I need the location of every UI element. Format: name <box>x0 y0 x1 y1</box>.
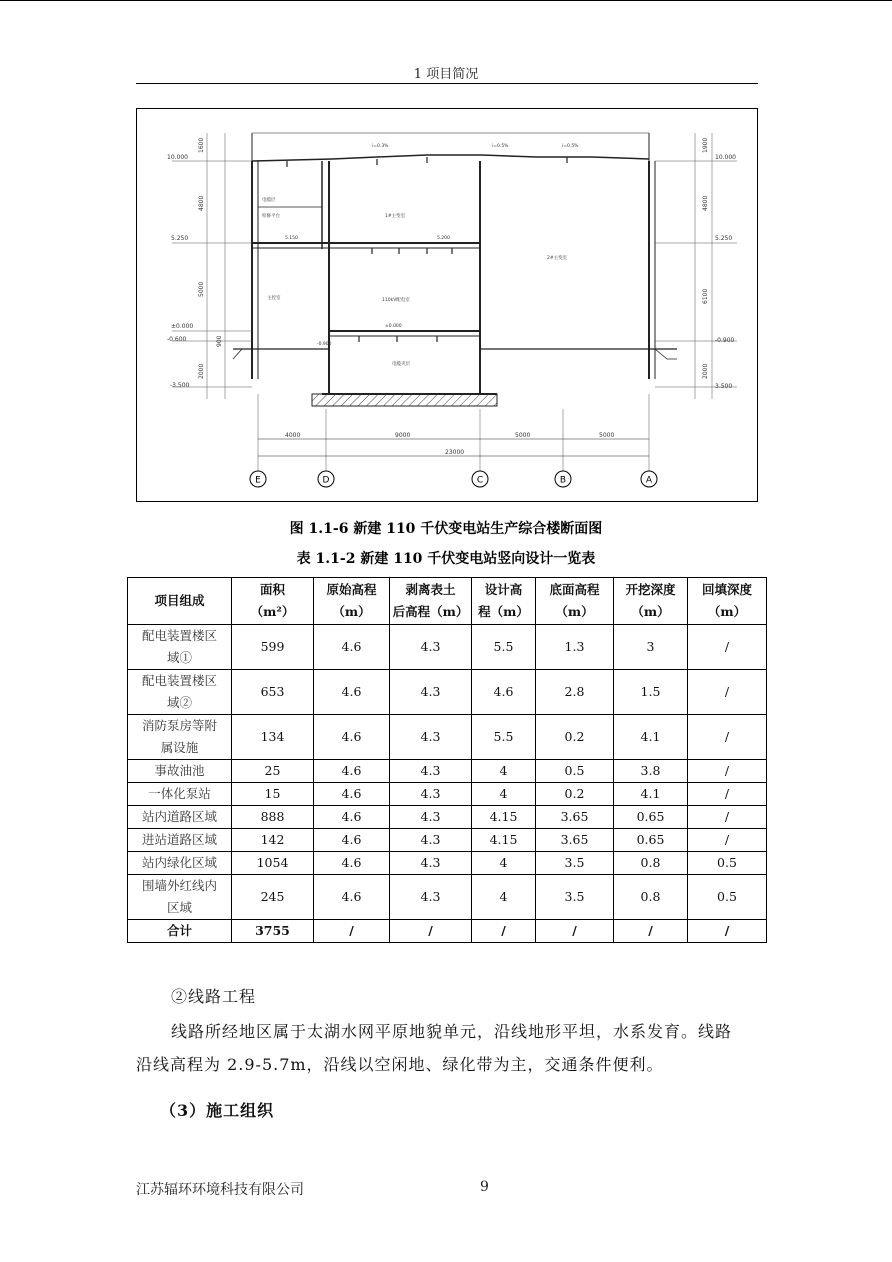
cell: 4.6 <box>314 806 390 829</box>
elev-right-1: 10.000 <box>715 154 736 161</box>
paragraph-line-1: 线路所经地区属于太湖水网平原地貌单元，沿线地形平坦，水系发育。线路 <box>171 1022 733 1041</box>
header-cell: 开挖深度 （m） <box>614 578 688 625</box>
cell: 134 <box>232 715 314 760</box>
room-label-1: 主控室 <box>267 296 281 301</box>
section-drawing-svg <box>137 109 759 503</box>
cell: / <box>390 920 472 943</box>
cell: 4.3 <box>390 875 472 920</box>
cell: 4 <box>472 852 536 875</box>
room-label-3: 110kV配电室 <box>382 298 410 303</box>
row-name: 进站道路区域 <box>128 829 232 852</box>
cell: 599 <box>232 625 314 670</box>
cell: 1054 <box>232 852 314 875</box>
roof-slope-3: i=0.5% <box>562 144 579 149</box>
vdim-right-1: 1900 <box>702 137 709 153</box>
bottom-dim-2: 9000 <box>395 432 411 439</box>
cell: 888 <box>232 806 314 829</box>
table-row <box>128 806 767 829</box>
cell: 3.65 <box>536 806 614 829</box>
table-row <box>128 829 767 852</box>
section-line-heading: ②线路工程 <box>171 987 257 1006</box>
cell: 4.6 <box>314 625 390 670</box>
cell: 1.3 <box>536 625 614 670</box>
cell: 4.1 <box>614 783 688 806</box>
roof-slope-2: i=0.5% <box>492 144 509 149</box>
cell: 0.65 <box>614 829 688 852</box>
vdim-left-2: 4800 <box>198 195 205 211</box>
cell: / <box>688 829 767 852</box>
cell: 3.5 <box>536 852 614 875</box>
cell: / <box>314 920 390 943</box>
cell: 2.8 <box>536 670 614 715</box>
header-cell: 底面高程 （m） <box>536 578 614 625</box>
vdim-right-3: 6100 <box>702 288 709 304</box>
vdim-left-4: 900 <box>216 335 223 347</box>
cell: 0.2 <box>536 783 614 806</box>
cell: 4.6 <box>314 783 390 806</box>
cell: 4 <box>472 875 536 920</box>
roof-slope-1: i=0.3% <box>372 144 389 149</box>
cell: / <box>688 920 767 943</box>
header-cell: 设计高 程（m） <box>472 578 536 625</box>
header-cell: 回填深度 （m） <box>688 578 767 625</box>
running-header: 1 项目简况 <box>413 67 479 82</box>
row-name: 事故油池 <box>128 760 232 783</box>
header-cell: 剥离表土 后高程（m） <box>390 578 472 625</box>
row-name: 站内道路区域 <box>128 806 232 829</box>
room-label-5: 电缆夹层 <box>392 362 410 367</box>
cell: 4.3 <box>390 670 472 715</box>
section-3-heading: （3）施工组织 <box>160 1101 275 1120</box>
cell: 4.3 <box>390 829 472 852</box>
cell: 0.5 <box>536 760 614 783</box>
level-mark-4: ±0.000 <box>385 324 402 329</box>
cell: 15 <box>232 783 314 806</box>
bottom-dim-4: 5000 <box>599 432 615 439</box>
row-name: 消防泵房等附 属设施 <box>128 715 232 760</box>
table-row <box>128 760 767 783</box>
cell: 4 <box>472 760 536 783</box>
cell: 4.6 <box>314 852 390 875</box>
page-number: 9 <box>480 1179 489 1195</box>
cell: 3.5 <box>536 875 614 920</box>
cell: 142 <box>232 829 314 852</box>
cell: 4.6 <box>472 670 536 715</box>
cell: 4.1 <box>614 715 688 760</box>
elev-right-4: 3.500 <box>715 383 733 390</box>
vertical-design-table <box>127 577 767 943</box>
total-dim: 23000 <box>445 449 465 456</box>
cell: / <box>688 670 767 715</box>
room-label-6: 电缆层 <box>262 198 276 203</box>
cell: / <box>688 625 767 670</box>
cell: 4.6 <box>314 875 390 920</box>
room-label-7: 检修平台 <box>262 214 280 219</box>
elev-left-3: ±0.000 <box>171 323 194 330</box>
vdim-right-2: 4800 <box>702 195 709 211</box>
cell: 4.6 <box>314 760 390 783</box>
cell: / <box>688 783 767 806</box>
cell: 4.6 <box>314 715 390 760</box>
footer-company: 江苏辐环环境科技有限公司 <box>136 1182 304 1198</box>
cell: 1.5 <box>614 670 688 715</box>
cell: 3.8 <box>614 760 688 783</box>
cell: / <box>472 920 536 943</box>
table-row <box>128 783 767 806</box>
vdim-left-3: 5000 <box>198 281 205 297</box>
row-name: 一体化泵站 <box>128 783 232 806</box>
bottom-dim-3: 5000 <box>515 432 531 439</box>
cell: 0.8 <box>614 875 688 920</box>
cell: 4.3 <box>390 783 472 806</box>
cell: 0.65 <box>614 806 688 829</box>
axis-label-C: C <box>476 475 484 486</box>
bottom-dim-1: 4000 <box>285 432 301 439</box>
cell: / <box>688 760 767 783</box>
level-mark-1: 5.150 <box>285 236 298 241</box>
table-header-row <box>128 578 767 625</box>
axis-label-B: B <box>559 475 567 486</box>
cell: 4.3 <box>390 760 472 783</box>
figure-caption: 图 1.1-6 新建 110 千伏变电站生产综合楼断面图 <box>289 521 603 537</box>
table-row <box>128 670 767 715</box>
level-mark-3: -0.900 <box>317 342 332 347</box>
cell: 3.65 <box>536 829 614 852</box>
cell: / <box>536 920 614 943</box>
table-row <box>128 875 767 920</box>
axis-label-D: D <box>322 475 330 486</box>
cell: / <box>688 715 767 760</box>
vdim-left-5: 2000 <box>198 363 205 379</box>
cell: 4.3 <box>390 625 472 670</box>
table-total-row <box>128 920 767 943</box>
header-cell: 项目组成 <box>128 578 232 625</box>
cell: 653 <box>232 670 314 715</box>
cell: 25 <box>232 760 314 783</box>
axis-label-A: A <box>645 475 653 486</box>
total-label: 合计 <box>128 920 232 943</box>
row-name: 站内绿化区域 <box>128 852 232 875</box>
table-row <box>128 715 767 760</box>
cell: 245 <box>232 875 314 920</box>
room-label-2: 1#主变室 <box>385 214 406 219</box>
axis-label-E: E <box>255 475 261 486</box>
elev-left-2: 5.250 <box>171 235 189 242</box>
cell: 0.8 <box>614 852 688 875</box>
cell: / <box>688 806 767 829</box>
cell: 5.5 <box>472 625 536 670</box>
header-cell: 原始高程 （m） <box>314 578 390 625</box>
cell: 3755 <box>232 920 314 943</box>
cell: / <box>614 920 688 943</box>
cell: 5.5 <box>472 715 536 760</box>
elev-right-3: -0.900 <box>715 337 735 344</box>
cell: 4.3 <box>390 852 472 875</box>
elev-right-2: 5.250 <box>715 235 733 242</box>
top-border <box>0 0 892 1</box>
cell: 0.2 <box>536 715 614 760</box>
elev-left-1: 10.000 <box>167 154 188 161</box>
row-name: 配电装置楼区 域① <box>128 625 232 670</box>
cell: 3 <box>614 625 688 670</box>
vdim-right-4: 2000 <box>702 363 709 379</box>
elev-left-4: -0.600 <box>167 336 187 343</box>
table-caption: 表 1.1-2 新建 110 千伏变电站竖向设计一览表 <box>296 551 596 567</box>
elev-left-5: -3.500 <box>170 382 190 389</box>
row-name: 围墙外红线内 区域 <box>128 875 232 920</box>
room-label-4: 2#主变室 <box>547 256 568 261</box>
header-rule <box>136 83 758 84</box>
cell: 4.15 <box>472 829 536 852</box>
cell: 4 <box>472 783 536 806</box>
cell: 0.5 <box>688 875 767 920</box>
paragraph-line-2: 沿线高程为 2.9-5.7m，沿线以空闲地、绿化带为主，交通条件便利。 <box>136 1055 664 1074</box>
level-mark-2: 5.200 <box>437 236 450 241</box>
cell: 4.15 <box>472 806 536 829</box>
vdim-left-1: 1600 <box>198 137 205 153</box>
header-cell: 面积 （m²） <box>232 578 314 625</box>
section-drawing <box>136 108 758 502</box>
cell: 4.3 <box>390 806 472 829</box>
table-row <box>128 625 767 670</box>
cell: 4.3 <box>390 715 472 760</box>
row-name: 配电装置楼区 域② <box>128 670 232 715</box>
cell: 4.6 <box>314 670 390 715</box>
table-row <box>128 852 767 875</box>
cell: 0.5 <box>688 852 767 875</box>
cell: 4.6 <box>314 829 390 852</box>
